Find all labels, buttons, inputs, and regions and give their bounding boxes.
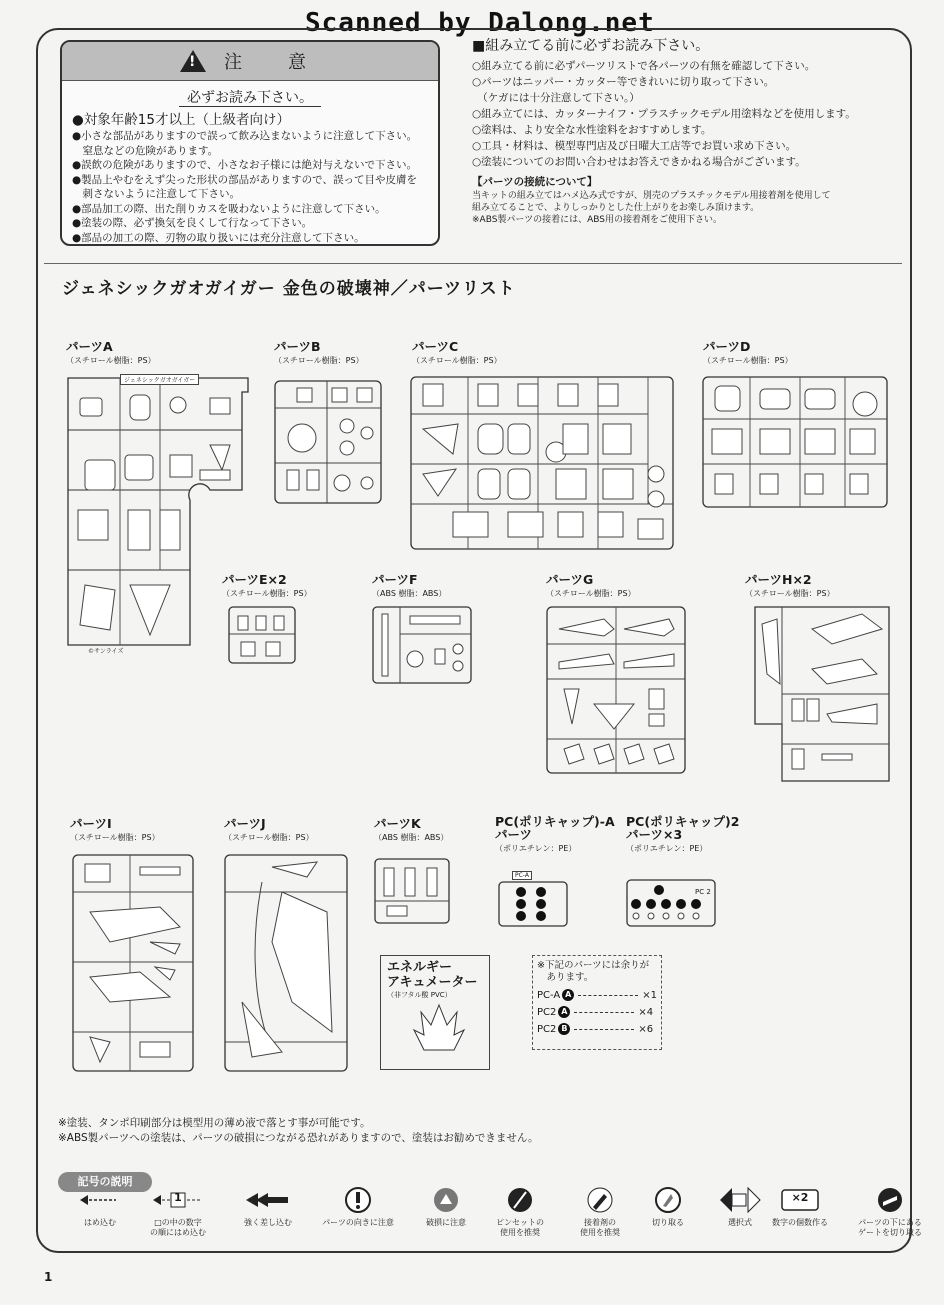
note-item: ○塗装についてのお問い合わせはお答えできかねる場合がございます。 xyxy=(472,156,806,168)
part-k-material: （ABS 樹脂：ABS） xyxy=(374,833,449,842)
legend-item xyxy=(628,1186,708,1228)
legend-text: 選択式 xyxy=(728,1218,752,1227)
extras-row-mark: B xyxy=(558,1023,570,1035)
legend-item xyxy=(318,1186,398,1228)
legend-text: 切り取る xyxy=(652,1218,684,1227)
runner-j xyxy=(222,852,350,1074)
caution-box xyxy=(60,40,440,246)
numbered-arrow-icon xyxy=(138,1186,218,1214)
gate-cut-icon xyxy=(850,1186,930,1214)
legend-text: の順にはめ込む xyxy=(150,1228,206,1237)
runner-e xyxy=(226,604,298,666)
part-a-label: パーツA （スチロール樹脂：PS） xyxy=(66,339,156,365)
legend-text: 数字の個数作る xyxy=(772,1218,828,1227)
part-g-material: （スチロール樹脂：PS） xyxy=(546,589,636,598)
energy-accumulator-box xyxy=(380,955,490,1070)
extras-row-mark: A xyxy=(558,1006,570,1018)
multiply-icon xyxy=(760,1186,840,1214)
legend-item xyxy=(60,1186,140,1228)
note-item: （ケガには十分注意して下さい。） xyxy=(472,92,640,104)
caution-item: ●部品加工の際、出た削りカスを吸わないように注意して下さい。 xyxy=(72,202,386,215)
part-e-material: （スチロール樹脂：PS） xyxy=(222,589,312,598)
caution-item: ●誤飲の危険がありますので、小さなお子様には絶対与えないで下さい。 xyxy=(72,159,417,171)
note-item: ○組み立てには、カッターナイフ・プラスチックモデル用塗料などを使用します。 xyxy=(472,108,856,120)
extras-row-name: PC2 xyxy=(537,1023,557,1035)
runner-pc2 xyxy=(624,872,718,928)
cut-icon xyxy=(628,1186,708,1214)
extras-row xyxy=(537,1023,661,1035)
caution-subheading: 必ずお読み下さい。 xyxy=(179,90,321,107)
extras-box xyxy=(532,955,662,1050)
footnote-line: ※塗装、タンポ印刷部分は模型用の薄め液で落とす事が可能です。 xyxy=(58,1117,371,1129)
note-item: ○塗料は、より安全な水性塗料をおすすめします。 xyxy=(472,124,712,136)
part-b-label: パーツB （スチロール樹脂：PS） xyxy=(274,339,364,365)
caution-item: 刺さないように注意して下さい。 xyxy=(72,188,240,200)
runner-a-tag: ジェネシックガオガイガー xyxy=(120,374,199,385)
note-item: ○パーツはニッパー・カッター等できれいに切り取って下さい。 xyxy=(472,76,775,88)
extras-row-count: ×1 xyxy=(642,989,657,1001)
energy-flame-icon xyxy=(409,1000,469,1055)
caution-item: ●塗装の際、必ず換気を良くして行なって下さい。 xyxy=(72,217,313,229)
runner-f xyxy=(370,604,474,686)
legend-text: 使用を推奨 xyxy=(580,1228,620,1237)
caution-item: ●小さな部品がありますので誤って飲み込まないように注意して下さい。 xyxy=(72,130,418,142)
extras-row-mark: A xyxy=(562,989,574,1001)
part-e-label: パーツE×2 （スチロール樹脂：PS） xyxy=(222,572,312,598)
energy-title-1: エネルギー xyxy=(387,960,453,975)
legend-text: □の中の数字 xyxy=(154,1218,202,1227)
part-f-label: パーツF （ABS 樹脂：ABS） xyxy=(372,572,447,598)
legend-item xyxy=(406,1186,486,1228)
energy-title-2: アキュメーター xyxy=(387,975,478,990)
legend-item xyxy=(760,1186,840,1228)
legend-icon-number: ×2 xyxy=(791,1191,809,1204)
caution-item: ●製品上やむをえず尖った形状の部品がありますので、誤って目や皮膚を xyxy=(72,173,417,186)
caution-header xyxy=(62,42,438,81)
part-a-material: （スチロール樹脂：PS） xyxy=(66,356,156,365)
legend-text: 破損に注意 xyxy=(426,1218,466,1227)
scanner-watermark: Scanned by Dalong.net xyxy=(305,8,655,38)
part-c-material: （スチロール樹脂：PS） xyxy=(412,356,502,365)
caution-item: ●対象年齢15才以上（上級者向け） xyxy=(72,112,290,128)
legend-text: 使用を推奨 xyxy=(500,1228,540,1237)
part-j-material: （スチロール樹脂：PS） xyxy=(224,833,314,842)
extras-note-2: あります。 xyxy=(537,972,594,983)
page-number: 1 xyxy=(44,1270,53,1284)
notes-block xyxy=(472,38,902,226)
energy-material: （非フタル酸 PVC） xyxy=(387,991,452,999)
footnotes xyxy=(58,1116,539,1146)
footnote-line: ※ABS製パーツへの塗装は、パーツの破損につながる恐れがありますので、塗装はお勧めできません。 xyxy=(58,1132,539,1144)
part-k-label: パーツK （ABS 樹脂：ABS） xyxy=(374,816,449,842)
double-arrow-icon xyxy=(228,1186,308,1214)
extras-row-dash xyxy=(578,995,638,996)
legend-text: 強く差し込む xyxy=(244,1218,292,1227)
part-pca-material: （ポリエチレン：PE） xyxy=(495,844,577,853)
runner-pca-tag: PC-A xyxy=(512,871,532,880)
legend-heading: 記号の説明 xyxy=(58,1172,152,1192)
runner-h xyxy=(752,604,892,784)
warning-icon xyxy=(180,50,206,72)
runner-g xyxy=(544,604,688,776)
page-title: ジェネシックガオガイガー 金色の破壊神／パーツリスト xyxy=(62,279,516,299)
extras-row-name: PC-A xyxy=(537,989,561,1001)
caution-list xyxy=(72,111,438,245)
extras-row xyxy=(537,989,661,1001)
part-h-label: パーツH×2 （スチロール樹脂：PS） xyxy=(745,572,835,598)
part-pca-label: PC(ポリキャップ)-A パーツ （ポリエチレン：PE） xyxy=(495,814,615,853)
part-pc2-material: （ポリエチレン：PE） xyxy=(626,844,708,853)
extras-row-count: ×6 xyxy=(638,1023,654,1035)
part-c-label: パーツC （スチロール樹脂：PS） xyxy=(412,339,502,365)
tweezers-icon xyxy=(480,1186,560,1214)
legend-text: ピンセットの xyxy=(496,1218,544,1227)
runner-i xyxy=(70,852,196,1074)
arrow-in-icon xyxy=(60,1186,140,1214)
caution-heading: 注 意 xyxy=(224,52,320,73)
part-b-material: （スチロール樹脂：PS） xyxy=(274,356,364,365)
connection-text xyxy=(472,190,902,226)
extras-row-dash xyxy=(574,1012,634,1013)
legend-icon-number: 1 xyxy=(174,1191,182,1204)
part-i-material: （スチロール樹脂：PS） xyxy=(70,833,160,842)
legend-text: ゲートを切り取る xyxy=(858,1228,922,1237)
legend-text: パーツの下にある xyxy=(858,1218,922,1227)
connection-line: 当キットの組み立てはハメ込み式ですが、別売のプラスチックモデル用接着剤を使用して xyxy=(472,191,831,201)
connection-line: ※ABS製パーツの接着には、ABS用の接着剤をご使用下さい。 xyxy=(472,215,722,225)
caution-item: 窒息などの危険があります。 xyxy=(72,144,219,157)
runner-pca xyxy=(496,872,570,928)
runner-pc2-tag: PC 2 xyxy=(695,888,711,896)
extras-row-count: ×4 xyxy=(638,1006,654,1018)
legend-text: 接着剤の xyxy=(584,1218,616,1227)
runner-c xyxy=(408,374,676,552)
runner-k xyxy=(372,856,452,926)
part-pc2-label: PC(ポリキャップ)2 パーツ×3 （ポリエチレン：PE） xyxy=(626,814,740,853)
divider xyxy=(44,263,902,264)
extras-note: ※下記のパーツには余りが xyxy=(537,960,650,971)
extras-row-name: PC2 xyxy=(537,1006,557,1018)
exclamation-icon xyxy=(318,1186,398,1214)
part-f-material: （ABS 樹脂：ABS） xyxy=(372,589,447,598)
legend-item xyxy=(850,1186,930,1238)
note-item: ○組み立てる前に必ずパーツリストで各パーツの有無を確認して下さい。 xyxy=(472,60,816,72)
legend-item xyxy=(138,1186,218,1238)
legend-text: パーツの向きに注意 xyxy=(322,1218,394,1227)
connection-heading: 【パーツの接続について】 xyxy=(472,176,598,188)
connection-line: 組み立てることで、よりしっかりとした仕上がりをお楽しみ頂けます。 xyxy=(472,203,760,213)
part-d-label: パーツD （スチロール樹脂：PS） xyxy=(703,339,793,365)
legend-item xyxy=(228,1186,308,1228)
legend-item xyxy=(480,1186,560,1238)
runner-d xyxy=(700,374,890,510)
note-item: ○工具・材料は、模型専門店及び日曜大工店等でお買い求め下さい。 xyxy=(472,140,797,152)
break-icon xyxy=(406,1186,486,1214)
notes-list xyxy=(472,58,902,170)
legend-text: はめ込む xyxy=(84,1218,116,1227)
extras-row-dash xyxy=(574,1029,634,1030)
legend-row xyxy=(60,1186,922,1246)
extras-row xyxy=(537,1006,661,1018)
caution-item: ●部品の加工の際、刃物の取り扱いには充分注意して下さい。 xyxy=(72,231,365,244)
part-g-label: パーツG （スチロール樹脂：PS） xyxy=(546,572,636,598)
runner-b xyxy=(272,378,384,506)
part-h-material: （スチロール樹脂：PS） xyxy=(745,589,835,598)
part-i-label: パーツI （スチロール樹脂：PS） xyxy=(70,816,160,842)
runner-a-copyright: ©サンライズ xyxy=(88,648,124,655)
part-d-material: （スチロール樹脂：PS） xyxy=(703,356,793,365)
part-j-label: パーツJ （スチロール樹脂：PS） xyxy=(224,816,314,842)
notes-heading: ■組み立てる前に必ずお読み下さい。 xyxy=(472,38,710,54)
